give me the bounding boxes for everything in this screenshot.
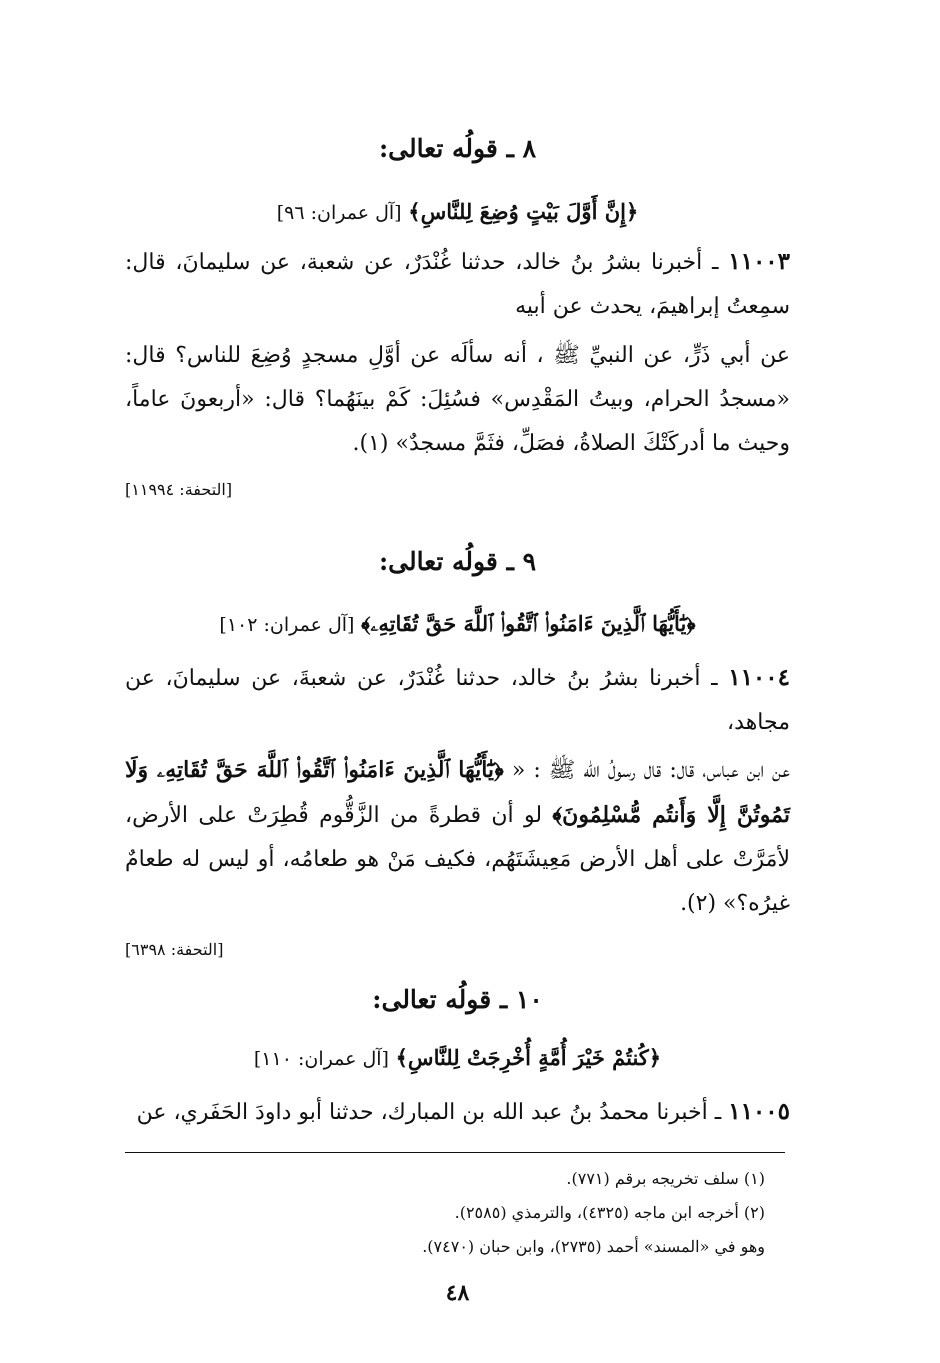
hadith-number: ١١٠٠٤	[728, 664, 790, 691]
verse-reference: [آل عمران: ١٠٢]	[219, 614, 355, 636]
matn-intro: عن ابن عباس، قال: قال رسولُ الله ﷺ : «	[511, 758, 790, 783]
hadith-isnad-11005	[125, 1090, 790, 1135]
quran-verse-inline: ﴿يَٰٓأَيُّهَا ٱلَّذِينَ ءَامَنُوا۟ ٱتَّقُوا۟ ٱللَّهَ حَقَّ تُقَاتِهِۦ وَلَا تَمُوتُنَّ إِلَّا وَأَنتُم مُّسْلِمُونَ﴾	[125, 757, 790, 828]
footnote-2-continued: وهو في «المسند» أحمد (٢٧٣٥)، وابن حبان (٧٤٧٠).	[422, 1237, 765, 1256]
quran-verse: ﴿يَٰٓأَيُّهَا ٱلَّذِينَ ءَامَنُوا۟ ٱتَّقُوا۟ ٱللَّهَ حَقَّ تُقَاتِهِۦ﴾	[361, 611, 696, 636]
section-heading-8: ٨ ـ قولُه تعالى:	[378, 134, 537, 163]
hadith-number: ١١٠٠٣	[728, 248, 791, 275]
quran-verse: ﴿كُنتُمْ خَيْرَ أُمَّةٍ أُخْرِجَتْ لِلنَّاسِ﴾	[395, 1045, 662, 1070]
verse-line-9	[125, 608, 790, 641]
matn-text: لو أن قطرةً من الزَّقُّوم قُطِرَتْ على الأرض، لأمَرَّتْ على أهل الأرض مَعِيشَتَهُم، فكيف مَنْ هو طعامُه، أو ليس له طعامٌ غيرُه؟» (٢).	[125, 803, 790, 916]
footnote-separator	[125, 1152, 785, 1153]
section-heading-10: ١٠ ـ قولُه تعالى:	[372, 985, 543, 1014]
isnad-text: ـ أخبرنا محمدُ بنُ عبد الله بن المبارك، حدثنا أبو داودَ الحَفَري، عن	[136, 1100, 722, 1125]
footnote-1: (١) سلف تخريجه برقم (٧٧١).	[566, 1169, 765, 1188]
tuhfa-reference: [التحفة: ١١٩٩٤]	[125, 480, 233, 499]
isnad-text: ـ أخبرنا بشرُ بنُ خالد، حدثنا غُنْدَرٌ، عن شعبةَ، عن سليمانَ، عن مجاهد،	[125, 666, 790, 735]
hadith-isnad-11003	[125, 240, 790, 329]
isnad-text: ـ أخبرنا بشرُ بنُ خالد، حدثنا غُنْدَرٌ، عن شعبة، عن سليمانَ، قال: سمِعتُ إبراهيمَ، يحدث عن أبيه	[125, 250, 790, 319]
hadith-matn-11004	[125, 748, 790, 926]
section-heading-9: ٩ ـ قولُه تعالى:	[378, 547, 537, 576]
verse-reference: [آل عمران: ٩٦]	[276, 202, 402, 224]
verse-line-8	[125, 196, 790, 229]
tuhfa-reference: [التحفة: ٦٣٩٨]	[125, 940, 224, 959]
page-number: ٤٨	[445, 1280, 470, 1306]
quran-verse: ﴿إِنَّ أَوَّلَ بَيْتٍ وُضِعَ لِلنَّاسِ﴾	[408, 199, 639, 224]
hadith-number: ١١٠٠٥	[728, 1098, 790, 1125]
verse-line-10	[125, 1042, 790, 1075]
hadith-matn-11003: عن أبي ذَرٍّ، عن النبيِّ ﷺ ، أنه سألَه عن أوَّلِ مسجدٍ وُضِعَ للناس؟ قال: «مسجدُ الحرام، وبيتُ المَقْدِس» فسُئِلَ: كَمْ بينَهُما؟ قال: «أربعونَ عاماً، وحيث ما أدركَتْكَ الصلاةُ، فصَلِّ، فثَمَّ مسجدٌ» (١).	[125, 343, 790, 456]
verse-reference: [آل عمران: ١١٠]	[253, 1048, 389, 1070]
hadith-isnad-11004	[125, 656, 790, 745]
footnote-2: (٢) أخرجه ابن ماجه (٤٣٢٥)، والترمذي (٢٥٨٥).	[454, 1203, 765, 1222]
